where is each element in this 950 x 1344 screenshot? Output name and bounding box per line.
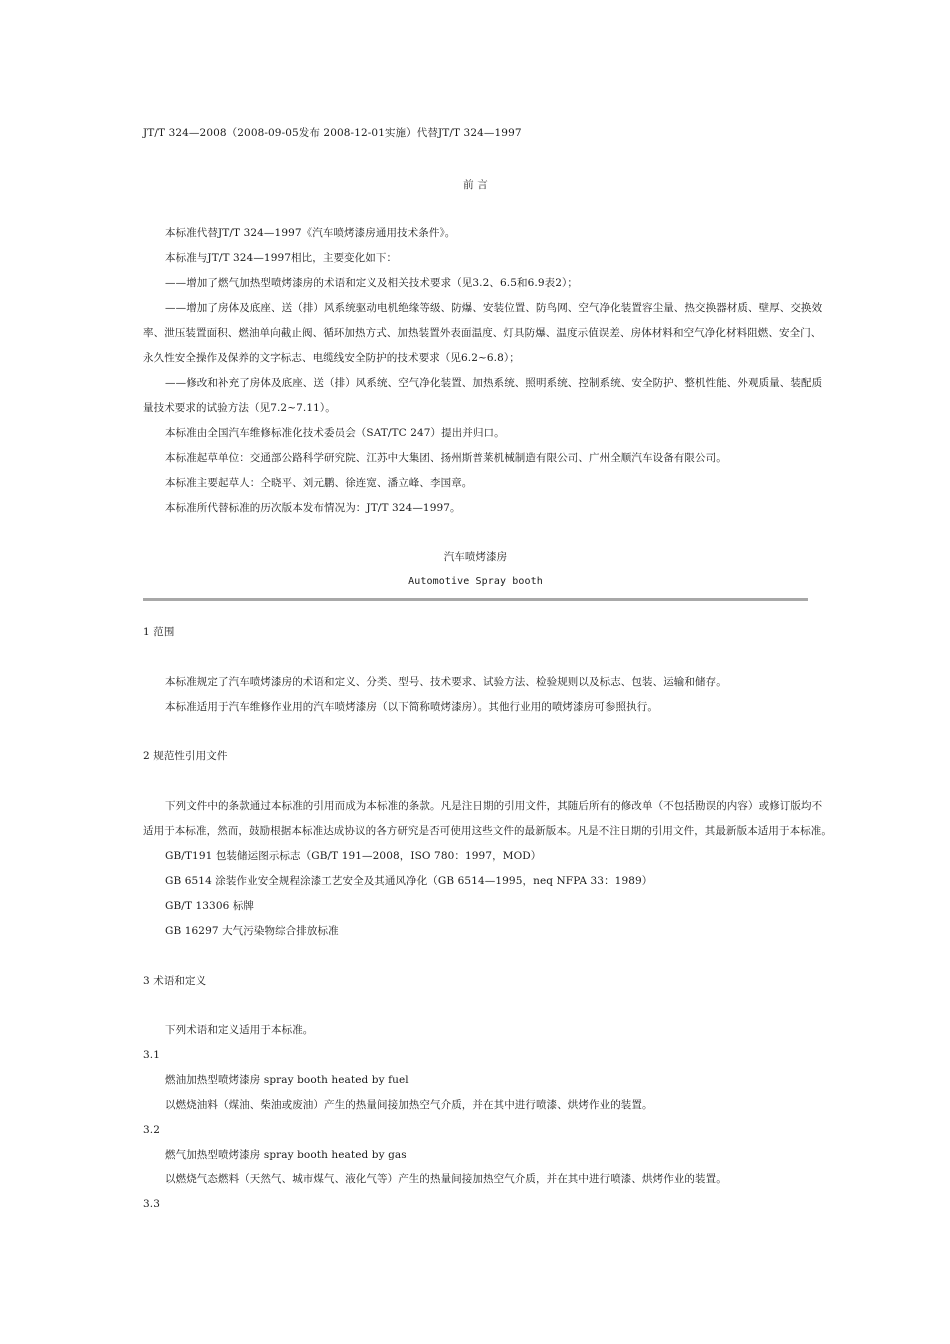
- section-line: 本标准适用于汽车维修作业用的汽车喷烤漆房（以下简称喷烤漆房）。其他行业用的喷烤漆房可参照执行。: [165, 701, 658, 713]
- title-divider: [143, 598, 808, 601]
- term-number: 3.1: [143, 1049, 160, 1061]
- section-line: 下列文件中的条款通过本标准的引用而成为本标准的条款。凡是注日期的引用文件，其随后所有的修改单（不包括勘误的内容）或修订版均不: [165, 800, 823, 812]
- section-heading: 2 规范性引用文件: [143, 750, 228, 762]
- term-name: 燃气加热型喷烤漆房 spray booth heated by gas: [165, 1149, 407, 1161]
- term-number: 3.3: [143, 1198, 160, 1210]
- reference-item: GB/T 13306 标牌: [165, 900, 255, 912]
- foreword-line: 本标准与JT/T 324—1997相比，主要变化如下：: [165, 252, 398, 264]
- doc-title-zh: 汽车喷烤漆房: [443, 551, 508, 563]
- foreword-line: ——增加了房体及底座、送（排）风系统驱动电机绝缘等级、防爆、安装位置、防鸟网、空气净化装置容尘量、热交换器材质、壁厚、交换效: [165, 302, 823, 314]
- term-definition: 以燃烧油料（煤油、柴油或废油）产生的热量间接加热空气介质，并在其中进行喷漆、烘烤作业的装置。: [165, 1099, 653, 1111]
- reference-item: GB 16297 大气污染物综合排放标准: [165, 925, 339, 937]
- foreword-line: 本标准由全国汽车维修标准化技术委员会（SAT/TC 247）提出并归口。: [165, 427, 505, 439]
- section-heading: 3 术语和定义: [143, 975, 207, 987]
- foreword-line: 本标准代替JT/T 324—1997《汽车喷烤漆房通用技术条件》。: [165, 227, 456, 239]
- reference-item: GB 6514 涂装作业安全规程涂漆工艺安全及其通风净化（GB 6514—1995，neq NFPA 33：1989）: [165, 875, 653, 887]
- foreword-line: 量技术要求的试验方法（见7.2~7.11）。: [143, 402, 336, 414]
- section-line: 下列术语和定义适用于本标准。: [165, 1024, 314, 1036]
- term-name: 燃油加热型喷烤漆房 spray booth heated by fuel: [165, 1074, 409, 1086]
- term-number: 3.2: [143, 1124, 160, 1136]
- section-line: 适用于本标准，然而，鼓励根据本标准达成协议的各方研究是否可使用这些文件的最新版本。凡是不注日期的引用文件，其最新版本适用于本标准。: [143, 825, 832, 837]
- reference-item: GB/T191 包装储运图示标志（GB/T 191—2008，ISO 780：1997，MOD）: [165, 850, 542, 862]
- foreword-line: 永久性安全操作及保养的文字标志、电缆线安全防护的技术要求（见6.2~6.8）；: [143, 352, 520, 364]
- term-definition: 以燃烧气态燃料（天然气、城市煤气、液化气等）产生的热量间接加热空气介质，并在其中进行喷漆、烘烤作业的装置。: [165, 1173, 727, 1185]
- section-line: 本标准规定了汽车喷烤漆房的术语和定义、分类、型号、技术要求、试验方法、检验规则以及标志、包装、运输和储存。: [165, 676, 727, 688]
- doc-title-en: Automotive Spray booth: [408, 576, 543, 587]
- foreword-line: 本标准起草单位：交通部公路科学研究院、江苏中大集团、扬州斯普莱机械制造有限公司、广州全顺汽车设备有限公司。: [165, 452, 727, 464]
- foreword-line: ——修改和补充了房体及底座、送（排）风系统、空气净化装置、加热系统、照明系统、控制系统、安全防护、整机性能、外观质量、装配质: [165, 377, 823, 389]
- foreword-line: 本标准所代替标准的历次版本发布情况为：JT/T 324—1997。: [165, 502, 461, 514]
- foreword-line: ——增加了燃气加热型喷烤漆房的术语和定义及相关技术要求（见3.2、6.5和6.9表2）；: [165, 277, 578, 289]
- foreword-line: 率、泄压装置面积、燃油单向截止阀、循环加热方式、加热装置外表面温度、灯具防爆、温度示值误差、房体材料和空气净化材料阻燃、安全门、: [143, 327, 822, 339]
- standard-info: JT/T 324—2008（2008-09-05发布 2008-12-01实施）代替JT/T 324—1997: [143, 127, 522, 139]
- foreword-line: 本标准主要起草人：仝晓平、刘元鹏、徐连宽、潘立峰、李国章。: [165, 477, 473, 489]
- foreword-title: 前 言: [463, 179, 488, 191]
- section-heading: 1 范围: [143, 626, 175, 638]
